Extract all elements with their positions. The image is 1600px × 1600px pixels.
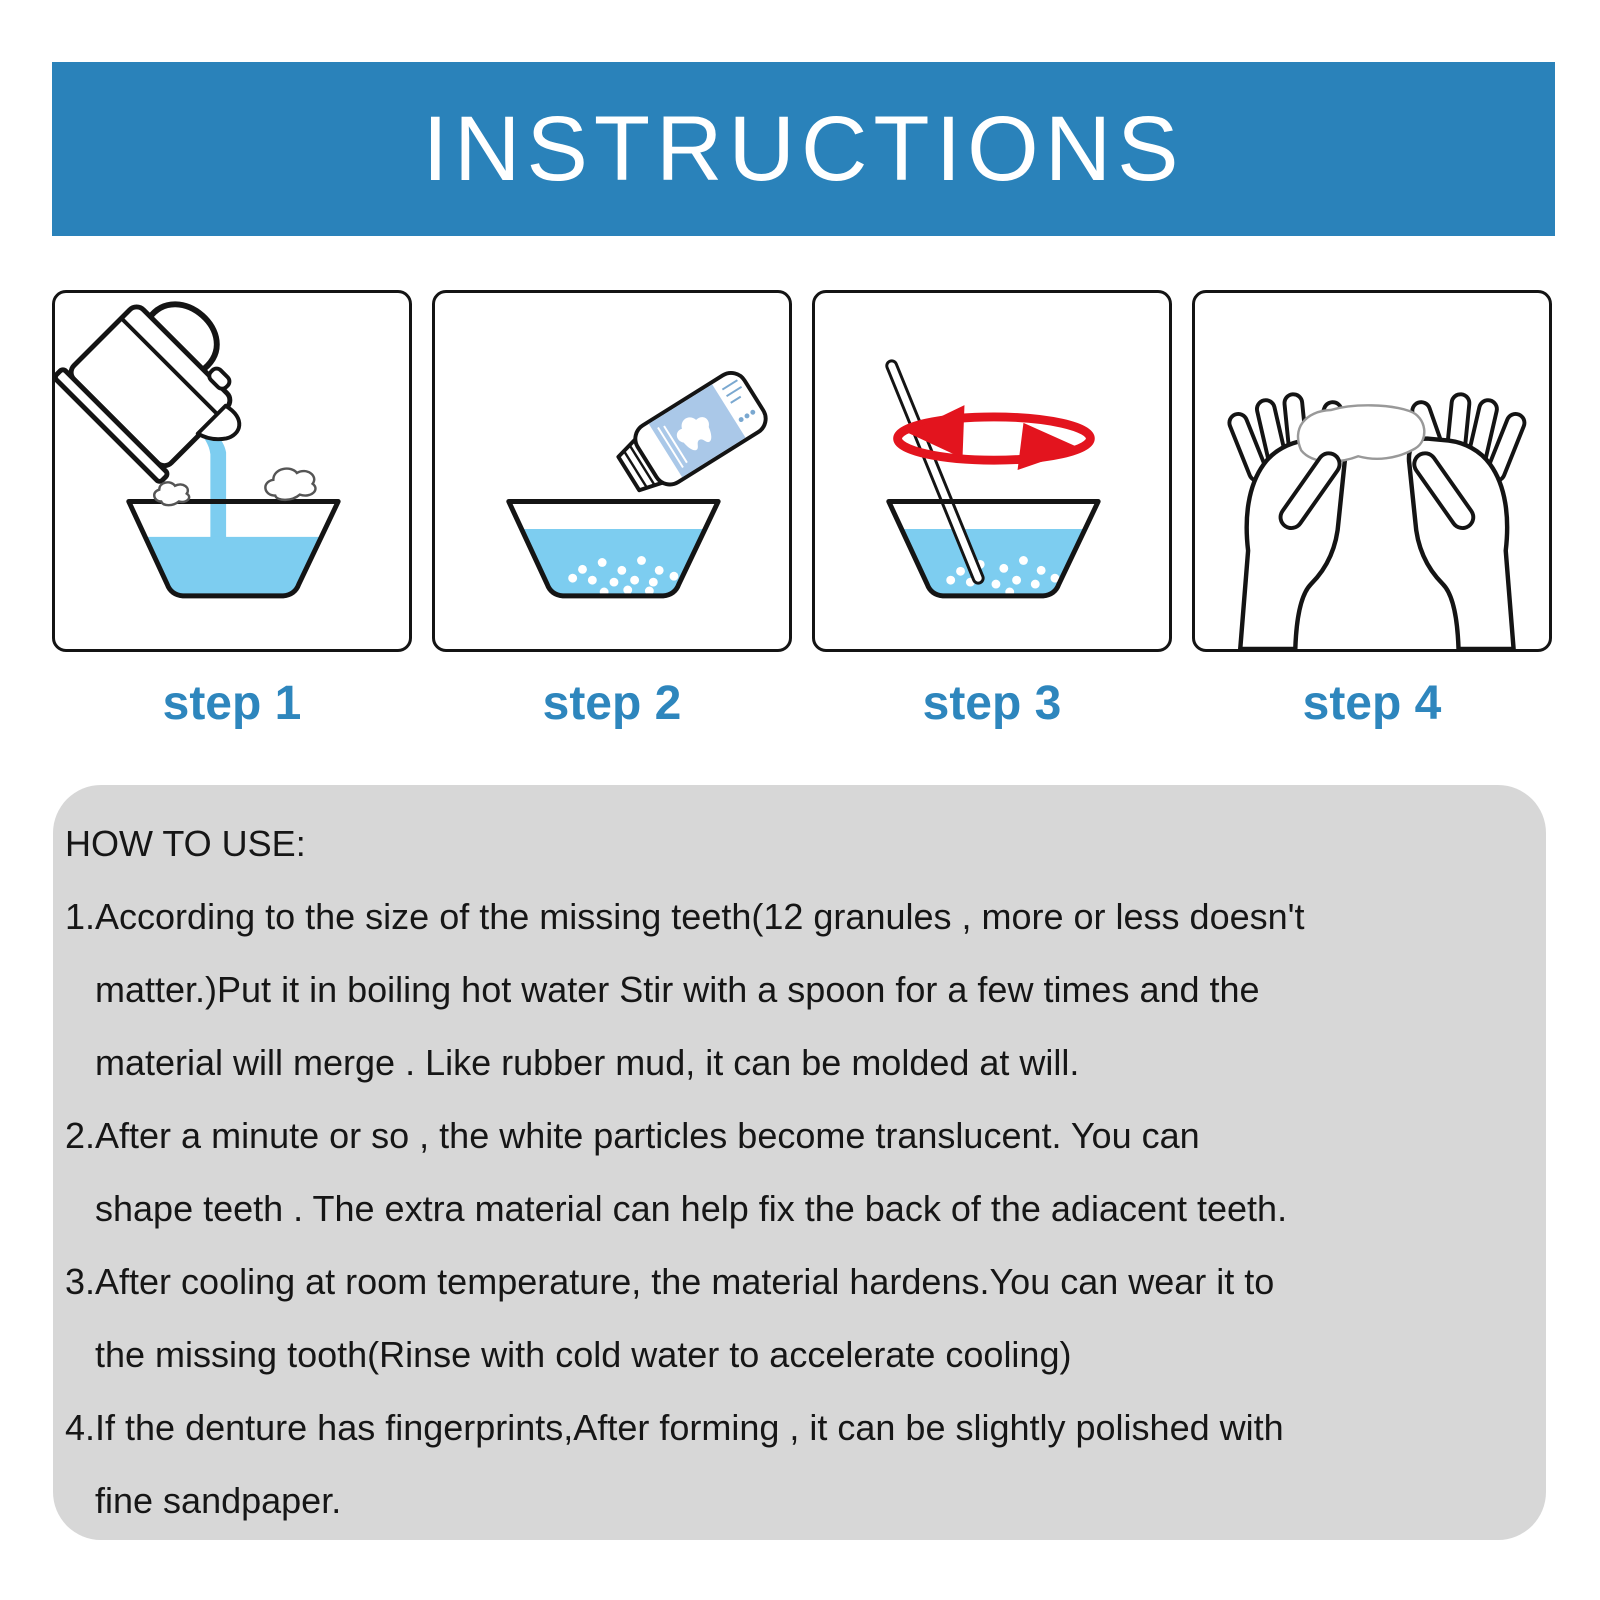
step2-label: step 2 [542,677,682,730]
steam-puff-small [154,482,189,505]
step4-label: step 4 [1302,677,1442,730]
step-panels-row [52,290,1552,652]
step-labels-row [52,652,1552,752]
howto-line: the missing tooth(Rinse with cold water to accelerate cooling) [95,1334,1072,1375]
howto-line: 4.If the denture has fingerprints,After forming , it can be slightly polished with [65,1407,1284,1448]
howto-line: 2.After a minute or so , the white particles become translucent. You can [65,1115,1200,1156]
stirring-icon [815,293,1169,649]
step1-panel [52,290,412,652]
step3-label: step 3 [922,677,1062,730]
bottle-pour-icon [435,293,789,649]
step3-panel [812,290,1172,652]
instructions-banner [52,62,1555,236]
how-to-use-panel [53,785,1546,1540]
howto-heading: HOW TO USE: [65,823,306,864]
kettle-icon [55,293,278,496]
howto-line: matter.)Put it in boiling hot water Stir with a spoon for a few times and the [95,969,1260,1010]
kettle-pour-icon [55,293,409,649]
howto-line: 1.According to the size of the missing teeth(12 granules , more or less doesn't [65,896,1305,937]
bottle-icon [611,367,772,502]
page-title: INSTRUCTIONS [422,97,1185,200]
step2-panel [432,290,792,652]
molding-material-blob [1298,405,1424,461]
step1-label: step 1 [162,677,302,730]
hands-molding-icon [1195,293,1549,649]
step4-panel [1192,290,1552,652]
howto-line: 3.After cooling at room temperature, the material hardens.You can wear it to [65,1261,1275,1302]
howto-line: fine sandpaper. [95,1480,342,1521]
howto-line: material will merge . Like rubber mud, it can be molded at will. [95,1042,1080,1083]
howto-line: shape teeth . The extra material can help fix the back of the adiacent teeth. [95,1188,1288,1229]
steam-puff-large [265,469,315,500]
